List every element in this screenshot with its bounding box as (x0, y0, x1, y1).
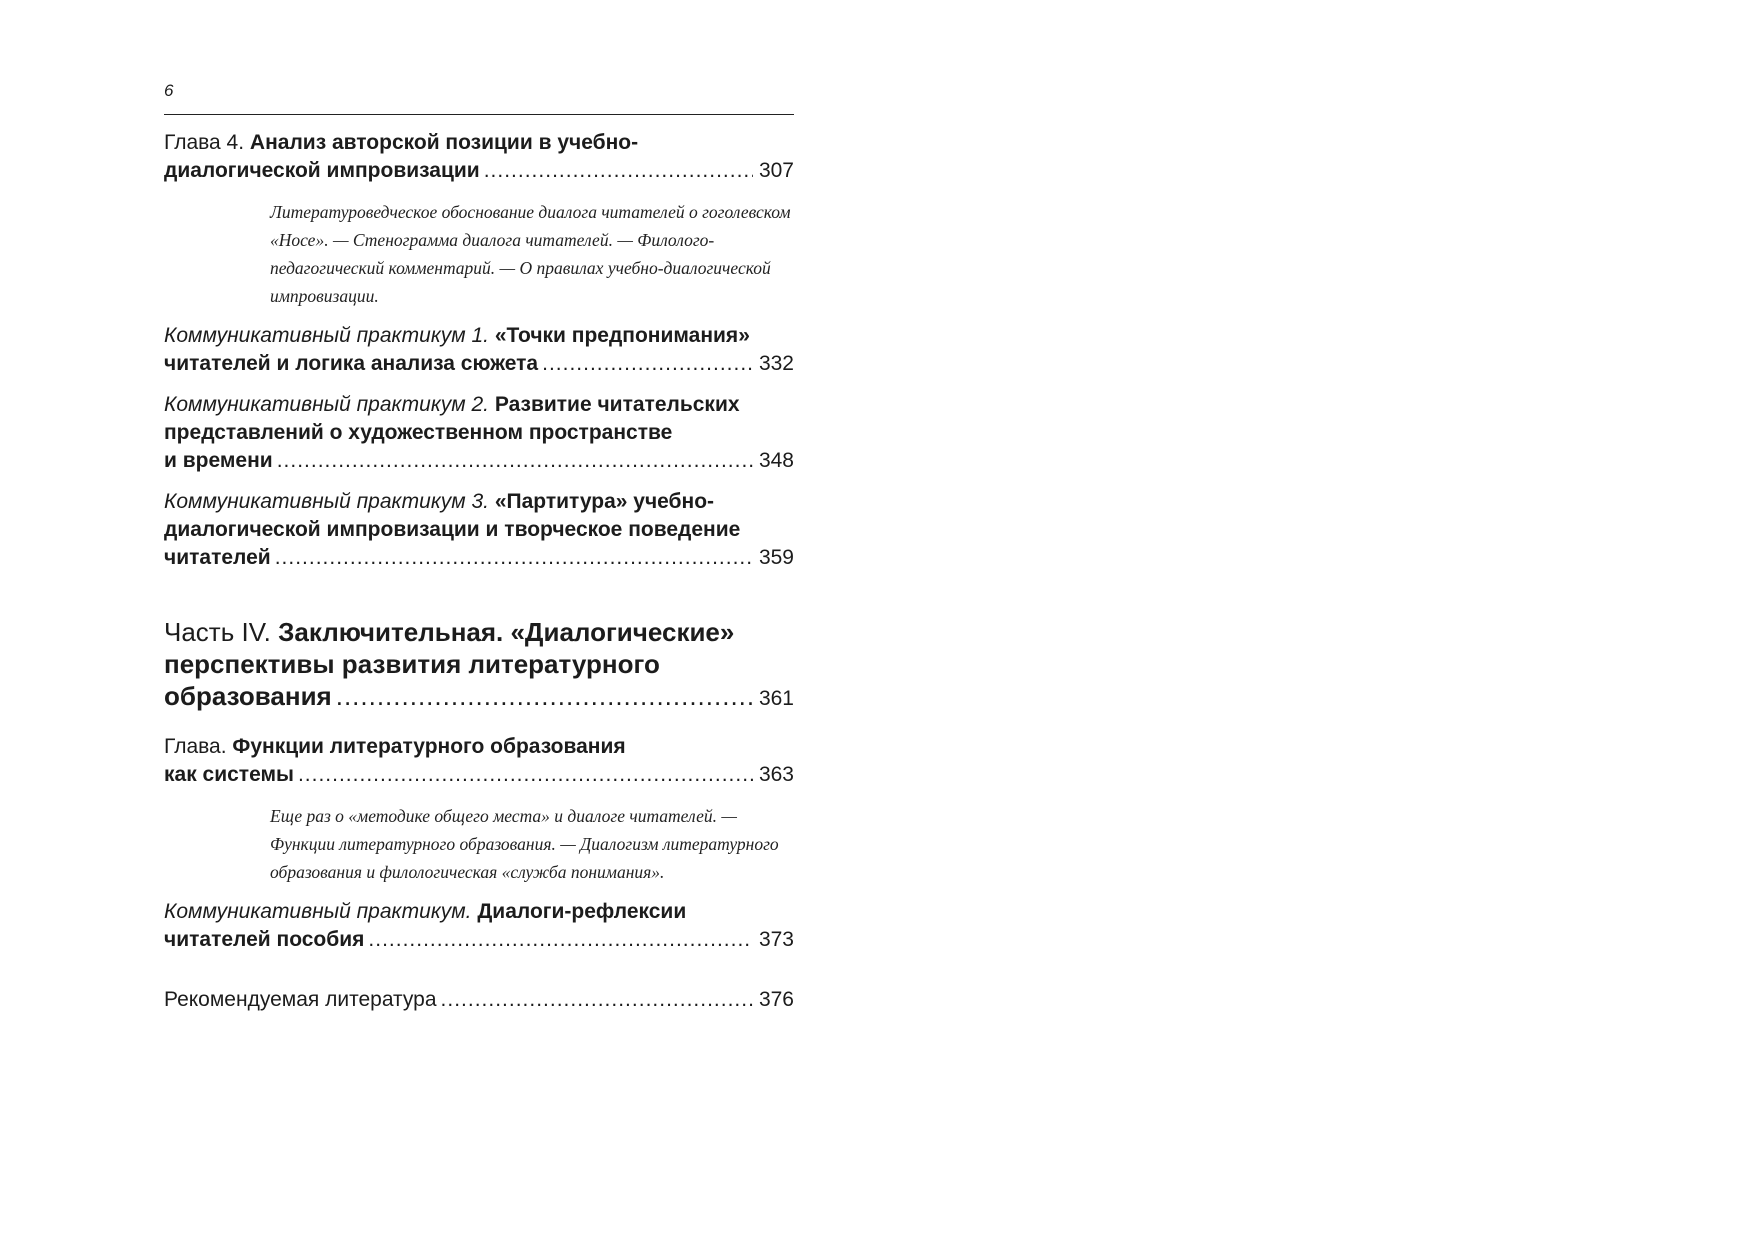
entry-page-number: 361 (758, 687, 794, 710)
toc-entry-practicum[interactable] (164, 898, 794, 954)
entry-page-number: 332 (758, 352, 794, 375)
entry-last-line (164, 157, 794, 185)
entry-page-number: 359 (758, 546, 794, 569)
dot-leader (275, 544, 753, 572)
entry-last-line (164, 350, 794, 378)
entry-page-number: 363 (758, 763, 794, 786)
entry-line-1 (164, 733, 794, 761)
toc-entry-part-4[interactable] (164, 616, 794, 715)
entry-title: Диалоги-рефлексии (477, 900, 687, 923)
dot-leader (441, 986, 753, 1014)
entry-title-end: образования (164, 681, 332, 711)
entry-last-line (164, 544, 794, 572)
dot-leader (336, 680, 753, 712)
entry-prefix: Коммуникативный практикум 2. (164, 393, 489, 416)
chapter-annotation: Еще раз о «методике общего места» и диалоге читателей. — Функции литературного образования. — Диалогизм литературного образования и филологическая «служба понимания». (270, 806, 779, 882)
entry-last-line (164, 986, 794, 1014)
entry-last-line (164, 926, 794, 954)
entry-title: Анализ авторской позиции в учебно- (249, 131, 639, 154)
entry-prefix: Коммуникативный практикум 1. (164, 324, 489, 347)
entry-line-1 (164, 898, 794, 926)
entry-page-number: 376 (758, 988, 794, 1011)
entry-title: Развитие читательских (494, 393, 740, 416)
toc-entry-practicum-2[interactable] (164, 391, 794, 475)
chapter-annotation: Литературоведческое обоснование диалога читателей о гоголевском «Носе». — Стенограмма диалога читателей. — Филолого-педагогический комментарий. — О правилах учебно-диалогической импровизации. (270, 202, 791, 306)
dot-leader (542, 350, 753, 378)
entry-title: Заключительная. «Диалогические» (278, 617, 735, 647)
entry-title-end: читателей пособия (164, 928, 365, 951)
toc-entry-practicum-3[interactable] (164, 488, 794, 572)
entry-line-1 (164, 391, 794, 419)
entry-title-end: читателей (164, 546, 271, 569)
entry-title: Функции литературного образования (232, 735, 626, 758)
entry-line-2: диалогической импровизации и творческое поведение (164, 518, 741, 541)
toc-page (164, 80, 794, 1027)
dot-leader (484, 157, 753, 185)
entry-page-number: 373 (758, 928, 794, 951)
entry-line-1 (164, 616, 794, 648)
entry-title: Рекомендуемая литература (164, 988, 437, 1011)
entry-line-2: представлений о художественном пространстве (164, 421, 673, 444)
toc-entry-chapter-4[interactable] (164, 129, 794, 185)
entry-last-line (164, 680, 794, 715)
entry-last-line (164, 761, 794, 789)
entry-line-1 (164, 488, 794, 516)
entry-page-number: 348 (758, 449, 794, 472)
entry-prefix: Глава 4. (164, 131, 245, 154)
entry-title-end: и времени (164, 449, 273, 472)
entry-prefix: Часть IV. (164, 617, 271, 647)
toc-entry-references[interactable] (164, 986, 794, 1014)
entry-page-number: 307 (758, 159, 794, 182)
toc-entry-chapter[interactable] (164, 733, 794, 789)
entry-prefix: Коммуникативный практикум. (164, 900, 472, 923)
entry-title-end: как системы (164, 763, 294, 786)
entry-line-1 (164, 129, 794, 157)
toc-entry-practicum-1[interactable] (164, 322, 794, 378)
dot-leader (277, 447, 753, 475)
entry-title-end: читателей и логика анализа сюжета (164, 352, 539, 375)
entry-prefix: Глава. (164, 735, 227, 758)
entry-title-end: диалогической импровизации (164, 159, 480, 182)
header-rule (164, 114, 794, 115)
page-number: 6 (164, 81, 174, 100)
entry-prefix: Коммуникативный практикум 3. (164, 490, 489, 513)
entry-title: «Партитура» учебно- (494, 490, 715, 513)
dot-leader (298, 761, 753, 789)
entry-line-1 (164, 322, 794, 350)
dot-leader (368, 926, 753, 954)
entry-line-2: перспективы развития литературного (164, 649, 660, 679)
entry-title: «Точки предпонимания» (494, 324, 750, 347)
entry-last-line (164, 447, 794, 475)
